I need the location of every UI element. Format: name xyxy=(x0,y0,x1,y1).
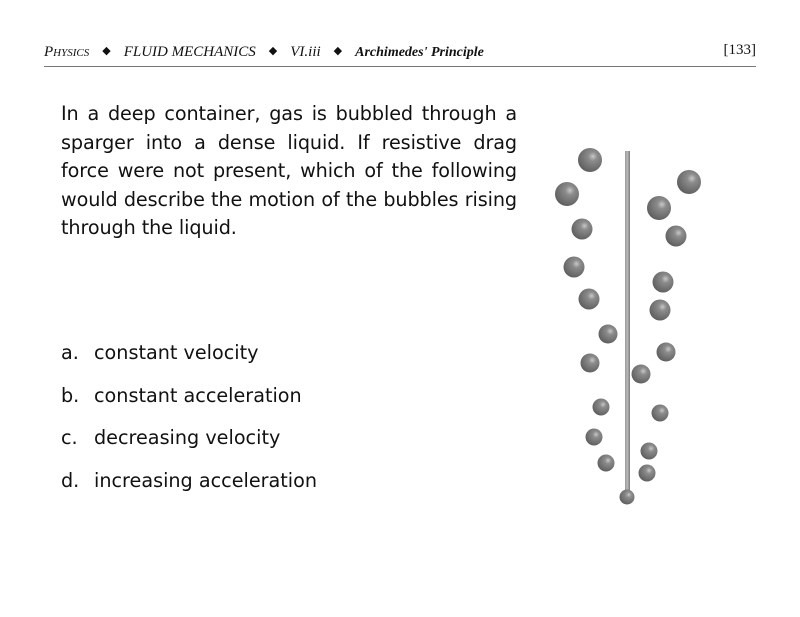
diamond-separator-icon: ◆ xyxy=(102,45,111,57)
page-number: [133] xyxy=(723,42,756,58)
diamond-separator-icon: ◆ xyxy=(333,45,343,57)
breadcrumb-subject: Physics xyxy=(44,44,90,60)
option-text: constant velocity xyxy=(94,341,259,364)
sparger-rod xyxy=(625,151,630,491)
option-letter: b. xyxy=(61,383,80,407)
breadcrumb-section: VI.iii xyxy=(290,44,321,60)
option-text: decreasing velocity xyxy=(94,426,281,449)
diamond-separator-icon: ◆ xyxy=(268,45,278,57)
option-letter: d. xyxy=(61,468,80,492)
option-text: constant acceleration xyxy=(94,383,302,407)
option-letter: a. xyxy=(61,341,79,364)
option-text: increasing acceleration xyxy=(94,468,318,492)
question-text: In a deep container, gas is bubbled through a sparger into a dense liquid. If resistive drag force were not present, which of the following would describe the motion of the bubbles rising through the liquid. xyxy=(61,102,517,239)
option-letter: c. xyxy=(61,426,78,449)
breadcrumb-title: Archimedes' Principle xyxy=(355,45,484,60)
breadcrumb-topic: FLUID MECHANICS xyxy=(123,44,256,60)
